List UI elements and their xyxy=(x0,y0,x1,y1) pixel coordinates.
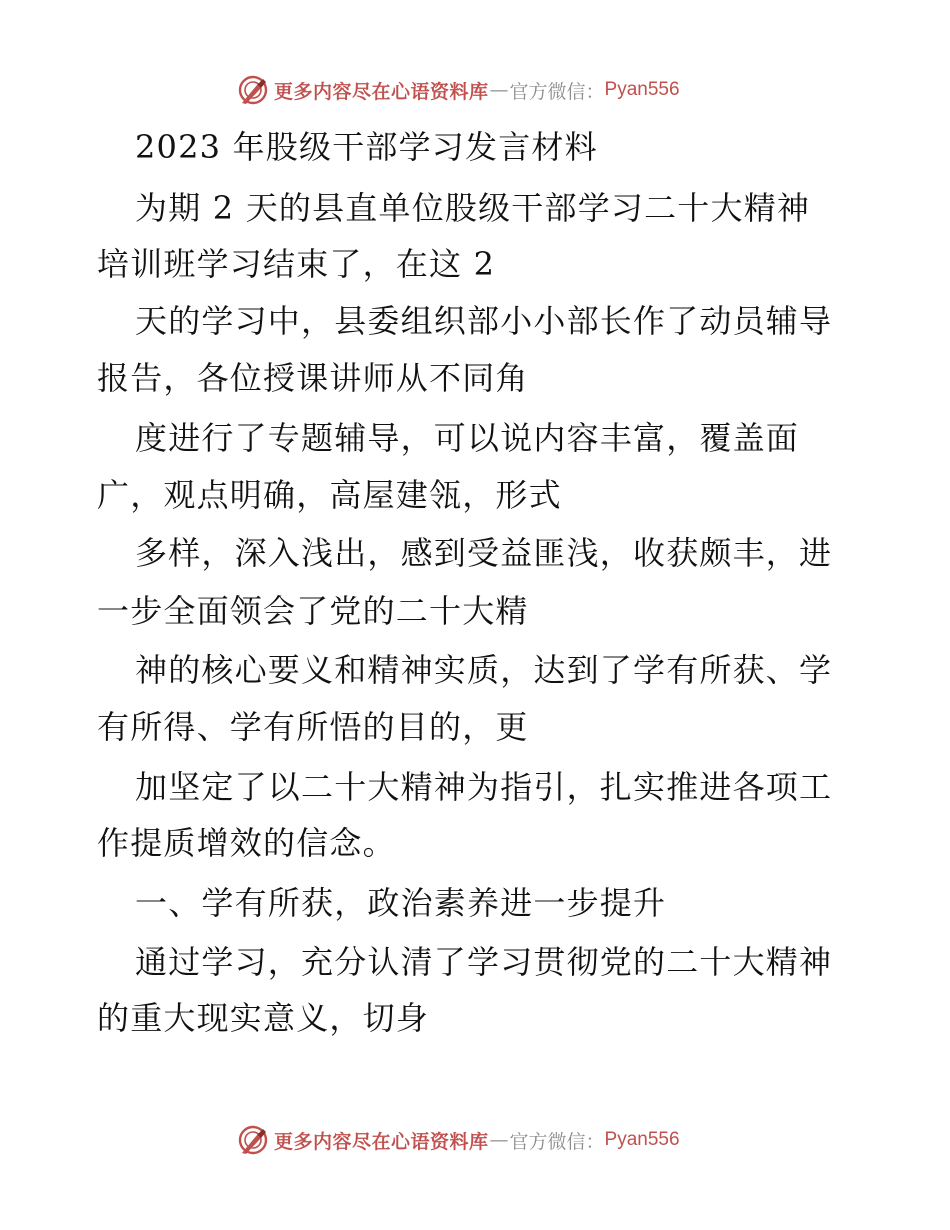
paragraph-line: 多样，深入浅出，感到受益匪浅，收获颇丰，进 xyxy=(135,534,833,572)
watermark-account-id: Pyan556 xyxy=(604,79,680,100)
paragraph-line: 一步全面领会了党的二十大精 xyxy=(97,592,529,630)
paragraph-line: 培训班学习结束了，在这 2 xyxy=(97,245,496,283)
paragraph-line: 的重大现实意义，切身 xyxy=(97,999,430,1037)
document-title: 2023 年股级干部学习发言材料 xyxy=(135,128,598,166)
pen-logo-icon xyxy=(236,1123,270,1157)
paragraph-line: 广，观点明确，高屋建瓴，形式 xyxy=(97,476,562,514)
paragraph-line: 作提质增效的信念。 xyxy=(97,824,396,862)
header-watermark xyxy=(236,72,680,108)
section-heading: 一、学有所获，政治素养进一步提升 xyxy=(135,884,667,922)
watermark-account-label: 官方微信： xyxy=(509,80,605,103)
paragraph-line: 有所得、学有所悟的目的，更 xyxy=(97,708,529,746)
paragraph-line: 度进行了专题辅导，可以说内容丰富，覆盖面 xyxy=(135,419,800,457)
watermark-text: 更多内容尽在心语资料库 xyxy=(274,1130,489,1153)
paragraph-line: 神的核心要义和精神实质，达到了学有所获、学 xyxy=(135,651,833,689)
paragraph-line: 通过学习，充分认清了学习贯彻党的二十大精神 xyxy=(135,943,833,981)
watermark-dash: — xyxy=(489,79,509,101)
watermark-account-id: Pyan556 xyxy=(604,1129,680,1150)
paragraph-line: 为期 2 天的县直单位股级干部学习二十大精神 xyxy=(135,189,811,227)
footer-watermark xyxy=(236,1122,680,1158)
paragraph-line: 天的学习中，县委组织部小小部长作了动员辅导 xyxy=(135,302,833,340)
paragraph-line: 加坚定了以二十大精神为指引，扎实推进各项工 xyxy=(135,768,833,806)
pen-logo-icon xyxy=(236,73,270,107)
paragraph-line: 报告，各位授课讲师从不同角 xyxy=(97,359,529,397)
watermark-dash: — xyxy=(489,1129,509,1151)
watermark-account-label: 官方微信： xyxy=(509,1130,605,1153)
watermark-text: 更多内容尽在心语资料库 xyxy=(274,80,489,103)
